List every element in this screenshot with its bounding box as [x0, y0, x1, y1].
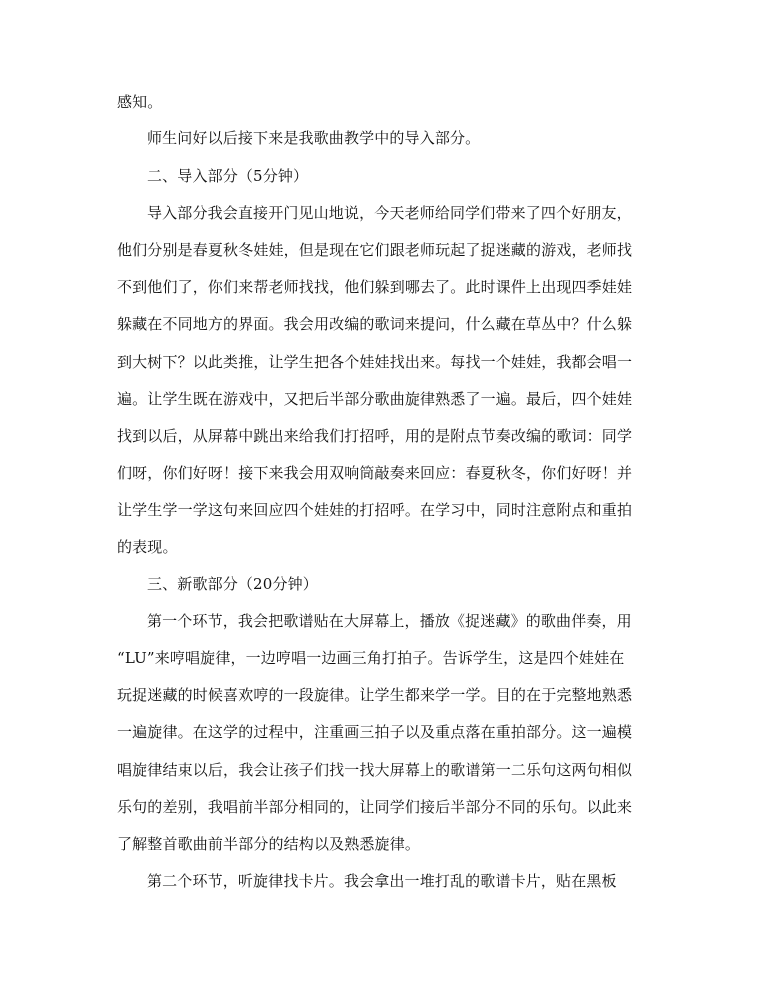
text-line: 导入部分我会直接开门见山地说，今天老师给同学们带来了四个好朋友， [147, 204, 632, 222]
text-line: 乐句的差别，我唱前半部分相同的，让同学们接后半部分不同的乐句。以此来 [117, 798, 633, 816]
section-heading: 二、导入部分（5分钟） [147, 167, 309, 185]
text-line: 第一个环节，我会把歌谱贴在大屏幕上，播放《捉迷藏》的歌曲伴奏，用 [147, 612, 632, 630]
section-heading: 三、新歌部分（20分钟） [147, 575, 318, 593]
text-line: 遍。让学生既在游戏中，又把后半部分歌曲旋律熟悉了一遍。最后，四个娃娃 [117, 390, 633, 408]
text-line: 感知。 [117, 93, 163, 111]
text-line: 们呀，你们好呀！接下来我会用双响筒敲奏来回应：春夏秋冬，你们好呀！并 [117, 464, 633, 482]
text-line: 他们分别是春夏秋冬娃娃，但是现在它们跟老师玩起了捉迷藏的游戏，老师找 [117, 241, 633, 259]
text-line: 的表现。 [117, 538, 178, 556]
text-line: 师生问好以后接下来是我歌曲教学中的导入部分。 [147, 129, 481, 147]
text-line: “LU”来哼唱旋律，一边哼唱一边画三角打拍子。告诉学生，这是四个娃娃在 [117, 649, 625, 667]
text-line: 不到他们了，你们来帮老师找找，他们躲到哪去了。此时课件上出现四季娃娃 [117, 278, 633, 296]
text-line: 了解整首歌曲前半部分的结构以及熟悉旋律。 [117, 835, 421, 853]
text-line: 玩捉迷藏的时候喜欢哼的一段旋律。让学生都来学一学。目的在于完整地熟悉 [117, 686, 633, 704]
text-line: 唱旋律结束以后，我会让孩子们找一找大屏幕上的歌谱第一二乐句这两句相似 [117, 761, 633, 779]
text-line: 躲藏在不同地方的界面。我会用改编的歌词来提问，什么藏在草丛中？什么躲 [117, 315, 633, 333]
text-line: 让学生学一学这句来回应四个娃娃的打招呼。在学习中，同时注意附点和重拍 [117, 501, 633, 519]
text-line: 一遍旋律。在这学的过程中，注重画三拍子以及重点落在重拍部分。这一遍模 [117, 723, 633, 741]
text-line: 到大树下？以此类推，让学生把各个娃娃找出来。每找一个娃娃，我都会唱一 [117, 353, 633, 371]
text-line: 找到以后，从屏幕中跳出来给我们打招呼，用的是附点节奏改编的歌词：同学 [117, 427, 633, 445]
text-line: 第二个环节，听旋律找卡片。我会拿出一堆打乱的歌谱卡片，贴在黑板 [147, 872, 617, 890]
